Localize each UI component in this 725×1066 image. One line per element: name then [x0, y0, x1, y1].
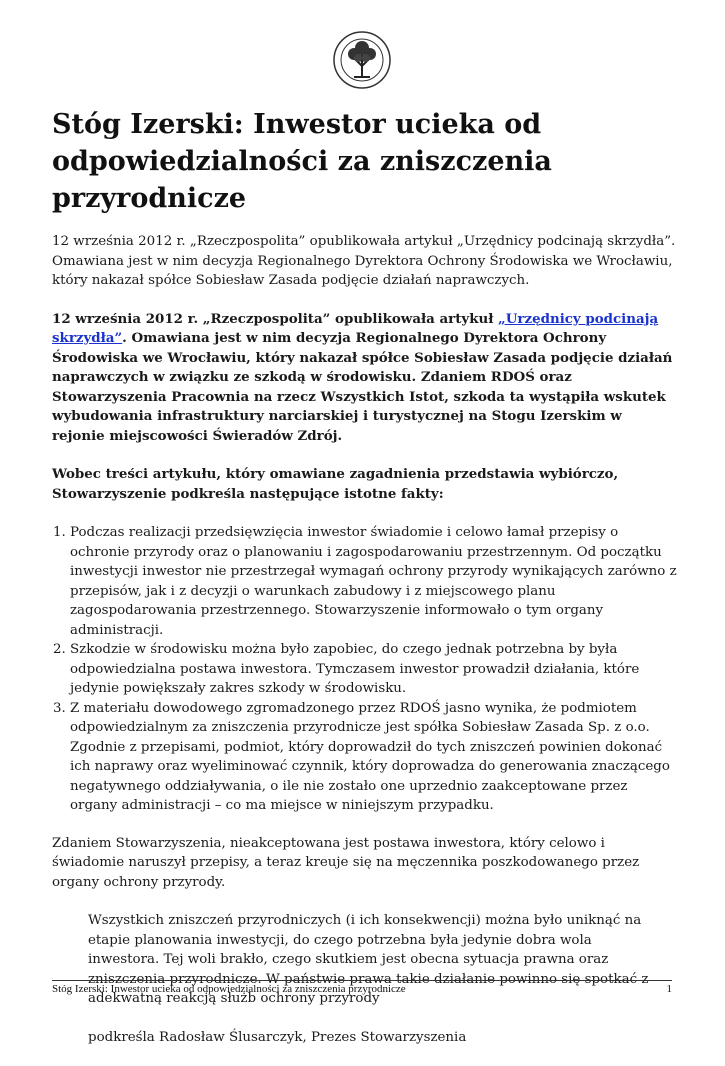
- article-link[interactable]: „Urzędnicy podcinają skrzydła”: [52, 310, 659, 346]
- page-title: Stóg Izerski: Inwestor ucieka od odpowiedzialności za zniszczenia przyrodnicze: [52, 109, 552, 214]
- list-item: 1. Podczas realizacji przedsięwzięcia inwestor świadomie i celowo łamał przepisy o ochronie przyrody oraz o planowaniu i zagospodarowaniu przestrzennym. Od początku inwestycji inwestor nie przestrzegał wymagań ochrony przyrody wynikających zarówno z przepisów, jak i z decyzji o warunkach zabudowy i z miejscowego planu zagospodarowania przestrzennego. Stowarzyszenie informowało o tym organy administracji.: [70, 523, 677, 640]
- conclusion-paragraph: Zdaniem Stowarzyszenia, nieakceptowana jest postawa inwestora, który celowo i świadomie naruszył przepisy, a teraz kreuje się na męczennika poszkodowanego przez organy ochrony przyrody.: [52, 835, 640, 890]
- list-item: 3. Z materiału dowodowego zgromadzonego przez RDOŚ jasno wynika, że podmiotem odpowiedzialnym za zniszczenia przyrodnicze jest spółka Sobiesław Zasada Sp. z o.o. Zgodnie z przepisami, podmiot, który doprowadził do tych zniszczeń powinien dokonać ich naprawy oraz wyeliminować czynnik, który doprowadza do generowania znaczącego negatywnego oddziaływania, o ile nie zostało one uprzednio zaakceptowane przez organy administracji – co ma miejsce w niniejszym przypadku.: [70, 699, 677, 816]
- footer-title: Stóg Izerski: Inwestor ucieka od odpowiedzialności za zniszczenia przyrodnicze: [52, 983, 406, 995]
- list-item: 2. Szkodzie w środowisku można było zapobiec, do czego jednak potrzebna by była odpowiedzialna postawa inwestora. Tymczasem inwestor prowadził działania, które jedynie powiększały zakres szkody w środowisku.: [70, 640, 677, 699]
- bold-intro-before-link: 12 września 2012 r. „Rzeczpospolita” opublikowała artykuł: [52, 310, 499, 327]
- blockquote: [52, 911, 658, 1047]
- facts-intro-paragraph: Wobec treści artykułu, który omawiane zagadnienia przedstawia wybiórczo, Stowarzyszenie podkreśla następujące istotne fakty:: [52, 466, 619, 502]
- organization-logo-icon: [332, 30, 392, 90]
- facts-list: [52, 523, 677, 816]
- bold-intro-after-link: . Omawiana jest w nim decyzja Regionalnego Dyrektora Ochrony Środowiska we Wrocławiu, który nakazał spółce Sobiesław Zasada podjęcie działań naprawczych w związku ze szkodą w środowisku. Zdaniem RDOŚ oraz Stowarzyszenia Pracownia na rzecz Wszystkich Istot, szkoda ta wystąpiła wskutek wybudowania infrastruktury narciarskiej i turystycznej na Stogu Izerskim w rejonie miejscowości Świeradów Zdrój.: [52, 330, 673, 444]
- page-number: 1: [666, 983, 672, 995]
- page-footer: [52, 980, 672, 995]
- quote-attribution: podkreśla Radosław Ślusarczyk, Prezes Stowarzyszenia: [88, 1029, 467, 1045]
- quote-text: Wszystkich zniszczeń przyrodniczych (i ich konsekwencji) można było uniknąć na etapie planowania inwestycji, do czego potrzebna była jedynie dobra wola inwestora. Tej woli brakło, czego skutkiem jest obecna sytuacja prawna oraz zniszczenia przyrodnicze. W państwie prawa takie działanie powinno się spotkać z adekwatną reakcją służb ochrony przyrody: [88, 913, 649, 1006]
- article-body: [52, 232, 677, 1066]
- lead-paragraph: 12 września 2012 r. „Rzeczpospolita” opublikowała artykuł „Urzędnicy podcinają skrzydła”. Omawiana jest w nim decyzja Regionalnego Dyrektora Ochrony Środowiska we Wrocławiu, który nakazał spółce Sobiesław Zasada podjęcie działań naprawczych.: [52, 234, 676, 288]
- bold-intro-paragraph: [52, 310, 677, 447]
